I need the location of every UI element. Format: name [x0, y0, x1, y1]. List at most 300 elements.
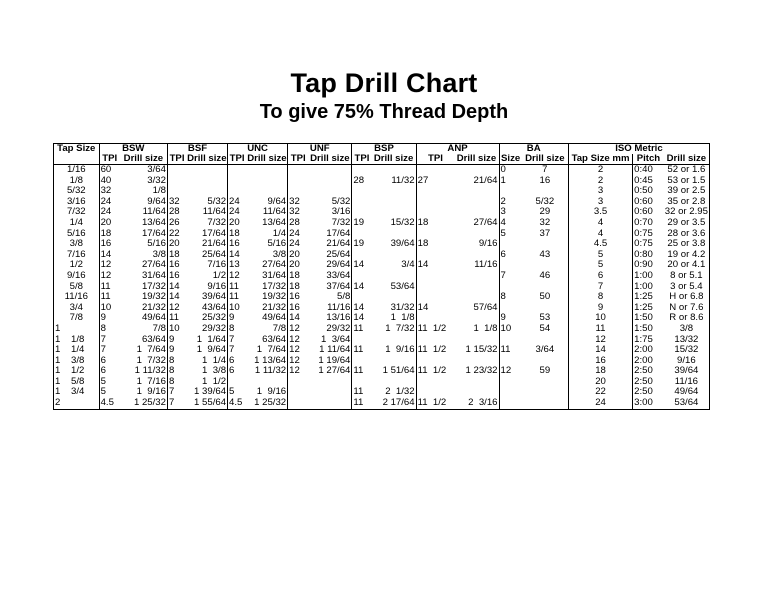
iso-drill-cell: 32 or 2.95: [664, 207, 708, 218]
iso-tap-size-cell: 3: [568, 186, 632, 197]
bsw-drill-cell: 1 7/32: [136, 355, 166, 366]
bsp-drill-cell: 15/32: [390, 217, 415, 228]
iso-tap-size-cell: 22: [568, 387, 632, 398]
bsw-tpi-cell: 5: [99, 377, 120, 388]
unc-drill-cell: 1 7/64: [256, 345, 287, 356]
unc-drill-cell: 3/8: [272, 249, 287, 260]
bsf-drill-cell: 39/64: [202, 292, 227, 303]
unc-drill-cell: [246, 186, 287, 197]
bsf-tpi-cell: 9: [167, 345, 186, 356]
unc-drill-cell: 63/64: [262, 334, 287, 345]
ba-drill-cell: [522, 303, 569, 314]
iso-pitch-cell: 0:45: [633, 176, 664, 187]
unc-tpi-cell: 6: [228, 366, 247, 377]
bsf-drill-cell: 1 9/64: [196, 345, 227, 356]
tap-size-cell: 3/16: [54, 197, 100, 208]
bsp-drill-cell: 1 7/32: [385, 323, 415, 334]
iso-drill-cell: 8 or 5.1: [664, 271, 710, 282]
iso-pitch-cell: 0:40: [633, 165, 664, 176]
bsw-tpi-cell: 40: [99, 176, 120, 187]
bsf-tpi-cell: 12: [167, 303, 186, 314]
ba-size-cell: [499, 398, 522, 409]
anp-drill-cell: [454, 282, 499, 293]
bsw-tpi-cell: 14: [99, 250, 120, 261]
ba-drill-cell: 54: [539, 323, 551, 334]
tap-size-cell: 1 3/4: [54, 387, 100, 398]
bsw-tpi-cell: 20: [99, 218, 120, 229]
bsp-tpi-cell: [352, 356, 372, 367]
bsf-drill-cell: 7/32: [207, 217, 227, 228]
iso-pitch-cell: 2:50: [633, 387, 664, 398]
iso-pitch-cell: 1:50: [633, 313, 664, 324]
bsp-drill-cell: 2 17/64: [372, 398, 417, 409]
header-ba: BA: [499, 144, 568, 155]
bsw-drill-cell: 19/32: [141, 292, 166, 303]
unf-tpi-cell: [288, 165, 309, 176]
unc-tpi-cell: 7: [228, 335, 247, 346]
bsp-tpi-cell: 19: [352, 218, 372, 229]
anp-drill-cell: [454, 271, 499, 282]
tap-size-cell: 1/16: [54, 165, 100, 176]
chart-subtitle: To give 75% Thread Depth: [259, 101, 509, 123]
header-bsw: BSW: [99, 144, 167, 155]
unc-drill-cell: [246, 176, 287, 187]
anp-drill-cell: [454, 313, 499, 324]
ba-size-cell: [499, 387, 522, 398]
ba-drill-cell: [522, 260, 569, 271]
iso-tap-size-cell: 7: [568, 282, 632, 293]
unc-drill-cell: 7/8: [272, 323, 287, 334]
unc-tpi-cell: 9: [228, 313, 247, 324]
bsw-tpi-cell: 11: [99, 292, 120, 303]
bsf-tpi-cell: 20: [167, 239, 186, 250]
chart-title: Tap Drill Chart: [290, 68, 478, 98]
iso-pitch-cell: 0:60: [633, 207, 664, 218]
bsw-tpi-cell: 16: [99, 239, 120, 250]
unf-tpi-cell: 16: [288, 303, 309, 314]
bsf-drill-cell: 1 3/8: [202, 366, 227, 377]
subheader-bsp-tpi: TPI: [352, 154, 372, 165]
unf-tpi-cell: [288, 387, 309, 398]
unf-drill-cell: 1 19/64: [318, 355, 351, 366]
bsp-drill-cell: [372, 292, 417, 303]
bsf-tpi-cell: [167, 176, 186, 187]
anp-tpi-cell: [416, 356, 454, 367]
unc-tpi-cell: 24: [228, 197, 247, 208]
subheader-bsw-tpi: TPI: [99, 154, 120, 165]
bsf-tpi-cell: 26: [167, 218, 186, 229]
bsp-drill-cell: 2 1/32: [385, 387, 415, 398]
anp-drill-cell: [454, 377, 499, 388]
iso-pitch-cell: 1:25: [633, 303, 664, 314]
bsw-tpi-cell: 12: [99, 260, 120, 271]
iso-pitch-cell: 1:50: [633, 324, 664, 335]
bsp-drill-cell: [372, 250, 417, 261]
ba-size-cell: 8: [499, 292, 522, 303]
bsw-drill-cell: 3/64: [147, 164, 166, 175]
header-anp: ANP: [416, 144, 499, 155]
table-row: [54, 313, 710, 324]
anp-drill-cell: [454, 207, 499, 218]
header-tap-size: Tap Size: [54, 144, 100, 155]
tap-size-cell: 1 1/2: [54, 366, 100, 377]
bsp-drill-cell: [372, 271, 417, 282]
iso-drill-cell: 15/32: [664, 345, 710, 356]
iso-pitch-cell: 1:00: [633, 271, 664, 282]
tap-size-cell: 5/32: [54, 186, 100, 197]
unc-tpi-cell: 24: [228, 207, 247, 218]
table-row: [54, 324, 710, 335]
bsp-drill-cell: [372, 229, 417, 240]
ba-drill-cell: 37: [539, 228, 551, 239]
tap-size-cell: 1 3/8: [54, 356, 100, 367]
header-iso-metric: ISO Metric: [568, 144, 709, 155]
bsp-tpi-cell: 11: [352, 366, 372, 377]
iso-drill-cell: 49/64: [664, 387, 710, 398]
anp-tpi-cell: 18: [416, 218, 454, 229]
subheader-anp-tpi: TPI: [416, 154, 454, 165]
tap-size-cell: 1/2: [54, 260, 100, 271]
iso-tap-size-cell: 20: [568, 377, 632, 388]
anp-tpi-cell: 14: [416, 260, 454, 271]
bsp-tpi-cell: [352, 250, 372, 261]
anp-tpi-cell: 11 1/2: [416, 345, 454, 356]
iso-tap-size-cell: 11: [568, 324, 632, 335]
tap-size-cell: 9/16: [54, 271, 100, 282]
unc-tpi-cell: [228, 165, 247, 176]
bsp-drill-cell: 53/64: [390, 281, 415, 292]
bsp-drill-cell: [372, 356, 417, 367]
anp-tpi-cell: [416, 186, 454, 197]
bsf-tpi-cell: [167, 165, 186, 176]
ba-drill-cell: [522, 239, 569, 250]
iso-tap-size-cell: 14: [568, 345, 632, 356]
iso-pitch-cell: 1:25: [633, 292, 664, 303]
ba-size-cell: 11: [499, 345, 522, 356]
bsp-tpi-cell: 14: [352, 303, 372, 314]
bsw-tpi-cell: 9: [99, 313, 120, 324]
table-row: [54, 218, 710, 229]
anp-drill-cell: [454, 292, 499, 303]
ba-size-cell: [499, 186, 522, 197]
iso-tap-size-cell: 6: [568, 271, 632, 282]
bsf-tpi-cell: 8: [167, 356, 186, 367]
ba-size-cell: 2: [499, 197, 522, 208]
ba-drill-cell: [522, 387, 569, 398]
anp-drill-cell: 9/16: [478, 239, 498, 250]
bsp-drill-cell: [372, 377, 417, 388]
ba-size-cell: 12: [499, 366, 522, 377]
unc-tpi-cell: 13: [228, 260, 247, 271]
subheader-bsp-drill: Drill size: [372, 154, 417, 165]
bsp-tpi-cell: [352, 377, 372, 388]
iso-drill-cell: 11/16: [664, 377, 710, 388]
unc-drill-cell: 1/4: [272, 228, 287, 239]
iso-tap-size-cell: 16: [568, 356, 632, 367]
tap-size-cell: 1: [54, 324, 100, 335]
anp-tpi-cell: 18: [416, 239, 454, 250]
ba-size-cell: 10: [499, 324, 522, 335]
tap-size-cell: 2: [54, 398, 100, 409]
bsf-drill-cell: 1 55/64: [186, 398, 227, 409]
header-unf: UNF: [288, 144, 352, 155]
iso-tap-size-cell: 4.5: [568, 239, 632, 250]
unf-drill-cell: [308, 377, 352, 388]
iso-tap-size-cell: 4: [568, 229, 632, 240]
iso-pitch-cell: 2:50: [633, 366, 664, 377]
tap-size-cell: 5/8: [54, 282, 100, 293]
bsf-tpi-cell: 11: [167, 313, 186, 324]
subheader-ba-size: Size: [499, 154, 522, 165]
table-row: [54, 229, 710, 240]
iso-drill-cell: H or 6.8: [664, 292, 710, 303]
unc-tpi-cell: [228, 186, 247, 197]
bsf-drill-cell: [186, 165, 227, 176]
iso-tap-size-cell: 24: [568, 398, 632, 409]
iso-drill-cell: 19 or 4.2: [664, 250, 710, 261]
ba-size-cell: 0: [499, 165, 522, 176]
bsw-tpi-cell: 4.5: [99, 398, 120, 409]
iso-tap-size-cell: 18: [568, 366, 632, 377]
bsw-drill-cell: 1/8: [152, 186, 166, 197]
bsw-tpi-cell: 5: [99, 387, 120, 398]
bsf-drill-cell: 1 1/4: [202, 355, 227, 366]
subheader-bsw-drill: Drill size: [120, 154, 168, 165]
bsw-tpi-cell: 11: [99, 282, 120, 293]
ba-size-cell: 1: [499, 176, 522, 187]
subheader-unc-tpi: TPI: [228, 154, 247, 165]
unc-tpi-cell: 8: [228, 324, 247, 335]
unf-tpi-cell: 12: [288, 345, 309, 356]
unf-tpi-cell: 18: [288, 271, 309, 282]
bsw-drill-cell: 17/32: [141, 281, 166, 292]
anp-tpi-cell: [416, 197, 454, 208]
anp-tpi-cell: 27: [416, 176, 454, 187]
bsw-drill-cell: 1 7/64: [136, 345, 166, 356]
iso-drill-cell: 35 or 2.8: [664, 197, 710, 208]
ba-drill-cell: [522, 186, 569, 197]
table-row: [54, 292, 710, 303]
anp-drill-cell: [454, 197, 499, 208]
unf-drill-cell: 7/32: [331, 217, 351, 228]
unc-drill-cell: 11/64: [262, 207, 287, 218]
tap-drill-table: [53, 143, 710, 410]
bsp-tpi-cell: [352, 186, 372, 197]
unc-tpi-cell: 11: [228, 282, 247, 293]
unf-drill-cell: 25/64: [326, 249, 351, 260]
iso-pitch-cell: 0:75: [633, 239, 664, 250]
unc-tpi-cell: 4.5: [228, 398, 247, 409]
table-row: [54, 271, 710, 282]
anp-drill-cell: 2 3/16: [454, 398, 499, 409]
group-header-row: [54, 144, 710, 155]
anp-tpi-cell: [416, 271, 454, 282]
iso-pitch-cell: 2:50: [633, 377, 664, 388]
tap-size-cell: 7/16: [54, 250, 100, 261]
unf-drill-cell: 11/16: [327, 302, 351, 313]
ba-drill-cell: [522, 377, 569, 388]
bsw-drill-cell: 27/64: [141, 260, 166, 271]
unf-tpi-cell: 28: [288, 218, 309, 229]
unf-tpi-cell: 12: [288, 366, 309, 377]
ba-drill-cell: [522, 356, 569, 367]
unc-tpi-cell: 18: [228, 229, 247, 240]
ba-size-cell: [499, 282, 522, 293]
bsw-tpi-cell: 7: [99, 335, 120, 346]
unc-tpi-cell: 5: [228, 387, 247, 398]
unf-tpi-cell: 20: [288, 250, 309, 261]
tap-size-cell: 1 1/8: [54, 335, 100, 346]
ba-drill-cell: 50: [539, 292, 551, 303]
ba-drill-cell: 16: [539, 175, 551, 186]
unf-drill-cell: 3/16: [331, 207, 351, 218]
iso-tap-size-cell: 2: [568, 176, 632, 187]
table-row: [54, 387, 710, 398]
iso-pitch-cell: 0:70: [633, 218, 664, 229]
table-row: [54, 260, 710, 271]
bsw-drill-cell: 63/64: [141, 334, 166, 345]
bsf-drill-cell: 7/16: [207, 260, 227, 271]
unf-drill-cell: [308, 186, 352, 197]
table-row: [54, 239, 710, 250]
iso-pitch-cell: 0:75: [633, 229, 664, 240]
bsp-drill-cell: 39/64: [390, 239, 415, 250]
bsw-drill-cell: 3/32: [147, 175, 166, 186]
bsf-tpi-cell: 22: [167, 229, 186, 240]
bsf-tpi-cell: 14: [167, 292, 186, 303]
unf-drill-cell: 1 27/64: [318, 366, 351, 377]
bsf-drill-cell: 25/32: [202, 313, 227, 324]
iso-tap-size-cell: 8: [568, 292, 632, 303]
anp-tpi-cell: [416, 292, 454, 303]
sub-header-row: [54, 154, 710, 165]
tap-size-cell: 7/8: [54, 313, 100, 324]
bsw-drill-cell: 1 7/16: [136, 376, 166, 387]
bsw-drill-cell: 17/64: [141, 228, 166, 239]
bsw-tpi-cell: 6: [99, 366, 120, 377]
bsp-tpi-cell: 11: [352, 398, 372, 409]
unf-tpi-cell: 12: [288, 335, 309, 346]
bsf-tpi-cell: 28: [167, 207, 186, 218]
ba-drill-cell: 29: [539, 207, 551, 218]
bsp-tpi-cell: [352, 197, 372, 208]
ba-size-cell: [499, 356, 522, 367]
table-row: [54, 303, 710, 314]
unc-drill-cell: 13/64: [262, 217, 287, 228]
tap-size-cell: 3/4: [54, 303, 100, 314]
iso-drill-cell: 39/64: [664, 366, 710, 377]
unf-drill-cell: [308, 165, 352, 176]
ba-drill-cell: 46: [539, 270, 551, 281]
bsf-tpi-cell: 7: [167, 387, 186, 398]
bsf-tpi-cell: 7: [167, 398, 186, 409]
header-bsf: BSF: [167, 144, 227, 155]
ba-size-cell: 4: [499, 218, 522, 229]
unf-drill-cell: 5/8: [337, 292, 351, 303]
bsf-drill-cell: 21/64: [202, 239, 227, 250]
bsp-drill-cell: [372, 335, 417, 346]
unf-drill-cell: [308, 387, 352, 398]
bsw-drill-cell: 13/64: [141, 217, 166, 228]
bsf-tpi-cell: 8: [167, 377, 186, 388]
bsp-drill-cell: 1 9/16: [385, 345, 415, 356]
unf-tpi-cell: 20: [288, 260, 309, 271]
ba-size-cell: 3: [499, 207, 522, 218]
unf-drill-cell: 1 3/64: [321, 334, 351, 345]
bsp-drill-cell: [372, 186, 417, 197]
bsp-tpi-cell: 14: [352, 313, 372, 324]
bsf-drill-cell: 9/16: [207, 281, 227, 292]
unc-drill-cell: 1 25/32: [246, 398, 287, 409]
anp-drill-cell: [454, 229, 499, 240]
iso-drill-cell: 20 or 4.1: [664, 260, 710, 271]
bsw-drill-cell: 31/64: [141, 270, 166, 281]
bsw-tpi-cell: 60: [99, 165, 120, 176]
ba-size-cell: [499, 303, 522, 314]
ba-drill-cell: 59: [539, 366, 551, 377]
iso-tap-size-cell: 5: [568, 250, 632, 261]
bsp-drill-cell: 3/4: [401, 260, 415, 271]
ba-size-cell: 9: [499, 313, 522, 324]
unc-tpi-cell: [228, 176, 247, 187]
unf-tpi-cell: 12: [288, 324, 309, 335]
iso-tap-size-cell: 5: [568, 260, 632, 271]
unc-tpi-cell: 11: [228, 292, 247, 303]
bsf-tpi-cell: 14: [167, 282, 186, 293]
bsf-tpi-cell: 18: [167, 250, 186, 261]
iso-drill-cell: 9/16: [664, 356, 710, 367]
tap-size-cell: 1 1/4: [54, 345, 100, 356]
unc-drill-cell: 5/16: [267, 239, 287, 250]
anp-tpi-cell: [416, 282, 454, 293]
ba-drill-cell: [522, 335, 569, 346]
ba-size-cell: 6: [499, 250, 522, 261]
anp-drill-cell: 1 15/32: [465, 345, 498, 356]
bsf-drill-cell: 1 39/64: [194, 387, 227, 398]
tap-size-cell: 11/16: [54, 292, 100, 303]
anp-drill-cell: 57/64: [473, 302, 498, 313]
bsw-drill-cell: 1 25/32: [120, 398, 168, 409]
anp-tpi-cell: [416, 250, 454, 261]
bsw-tpi-cell: 18: [99, 229, 120, 240]
anp-drill-cell: 27/64: [473, 217, 498, 228]
ba-drill-cell: [522, 282, 569, 293]
bsp-tpi-cell: [352, 271, 372, 282]
anp-tpi-cell: 11 1/2: [416, 324, 454, 335]
anp-drill-cell: [454, 165, 499, 176]
iso-drill-cell: 3 or 5.4: [664, 282, 710, 293]
bsp-tpi-cell: [352, 335, 372, 346]
unc-drill-cell: 21/32: [262, 302, 287, 313]
header-unc: UNC: [228, 144, 288, 155]
unc-drill-cell: 1 11/32: [254, 366, 287, 377]
iso-tap-size-cell: 4: [568, 218, 632, 229]
bsf-drill-cell: 25/64: [202, 249, 227, 260]
unf-drill-cell: 13/16: [326, 313, 351, 324]
unf-drill-cell: 33/64: [326, 270, 351, 281]
iso-drill-cell: 53 or 1.5: [664, 176, 710, 187]
unc-drill-cell: 31/64: [262, 270, 287, 281]
iso-pitch-cell: 2:00: [633, 356, 664, 367]
bsw-drill-cell: 9/64: [147, 196, 166, 207]
bsp-drill-cell: [372, 197, 417, 208]
unf-tpi-cell: 32: [288, 207, 309, 218]
ba-size-cell: [499, 335, 522, 346]
subheader-blank: [54, 154, 100, 165]
bsf-tpi-cell: 8: [167, 366, 186, 377]
unf-tpi-cell: 14: [288, 313, 309, 324]
anp-drill-cell: [454, 186, 499, 197]
